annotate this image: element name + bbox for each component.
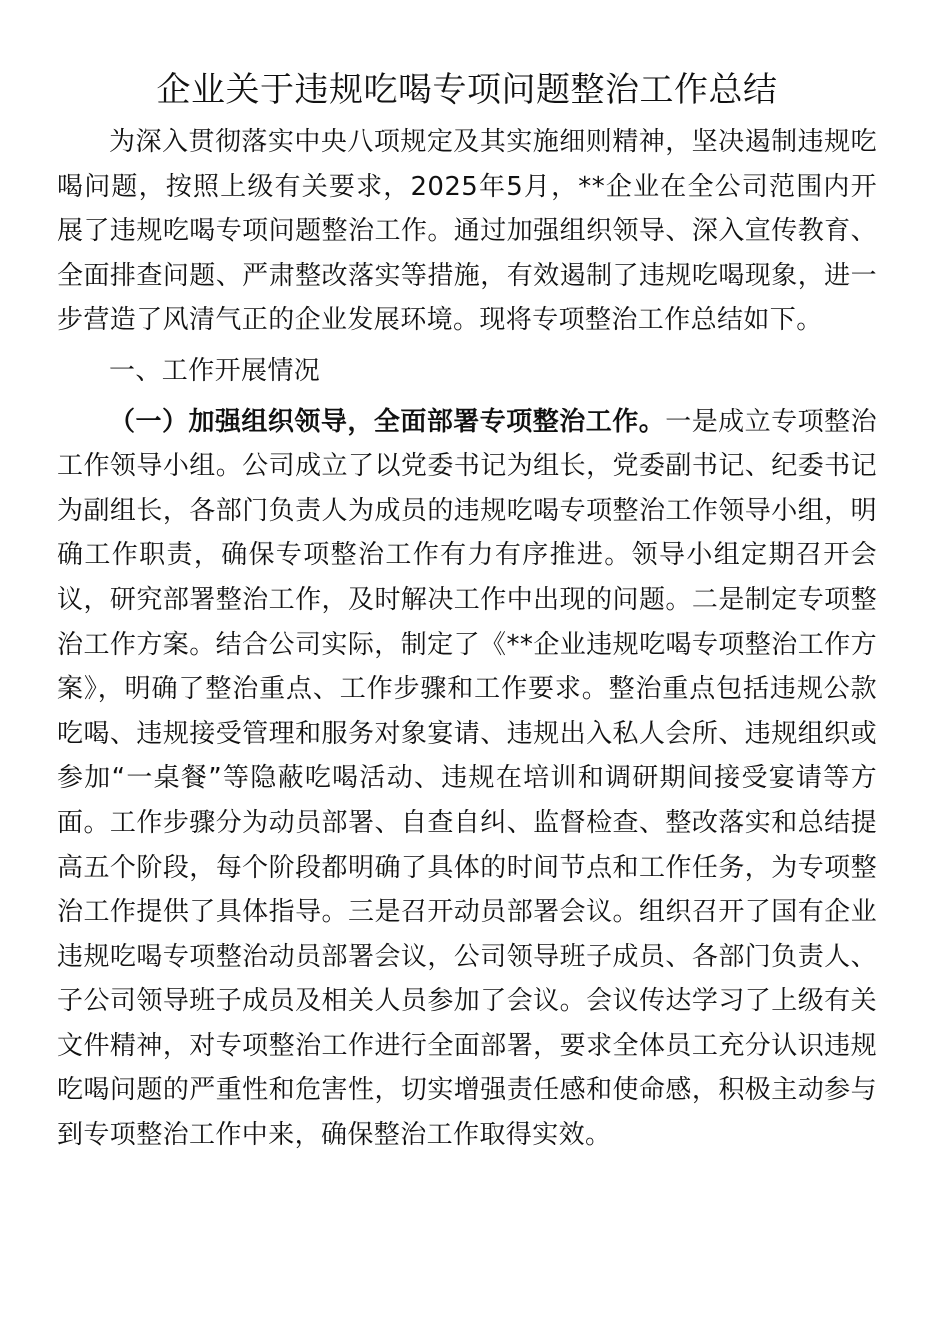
subsection-body: 一是成立专项整治工作领导小组。公司成立了以党委书记为组长，党委副书记、纪委书记为副组长，各部门负责人为成员的违规吃喝专项整治工作领导小组，明确工作职责，确保专项整治工作有力有序推进。领导小组定期召开会议，研究部署整治工作，及时解决工作中出现的问题。二是制定专项整治工作方案。结合公司实际，制定了《**企业违规吃喝专项整治工作方案》，明确了整治重点、工作步骤和工作要求。整治重点包括违规公款吃喝、违规接受管理和服务对象宴请、违规出入私人会所、违规组织或参加“一桌餐”等隐蔽吃喝活动、违规在培训和调研期间接受宴请等方面。工作步骤分为动员部署、自查自纠、监督检查、整改落实和总结提高五个阶段，每个阶段都明确了具体的时间节点和工作任务，为专项整治工作提供了具体指导。三是召开动员部署会议。组织召开了国有企业违规吃喝专项整治动员部署会议，公司领导班子成员、各部门负责人、子公司领导班子成员及相关人员参加了会议。会议传达学习了上级有关文件精神，对专项整治工作进行全面部署，要求全体员工充分认识违规吃喝问题的严重性和危害性，切实增强责任感和使命感，积极主动参与到专项整治工作中来，确保整治工作取得实效。 (57, 406, 878, 1151)
subsection-paragraph (57, 400, 877, 1158)
section-heading: 一、工作开展情况 (109, 355, 321, 386)
subsection-lead: （一）加强组织领导，全面部署专项整治工作。 (109, 406, 666, 437)
document-page (57, 66, 877, 1158)
intro-paragraph: 为深入贯彻落实中央八项规定及其实施细则精神，坚决遏制违规吃喝问题，按照上级有关要求，2025年5月，**企业在全公司范围内开展了违规吃喝专项问题整治工作。通过加强组织领导、深入宣传教育、全面排查问题、严肃整改落实等措施，有效遏制了违规吃喝现象，进一步营造了风清气正的企业发展环境。现将专项整治工作总结如下。 (57, 127, 877, 336)
document-title: 企业关于违规吃喝专项问题整治工作总结 (156, 70, 778, 110)
